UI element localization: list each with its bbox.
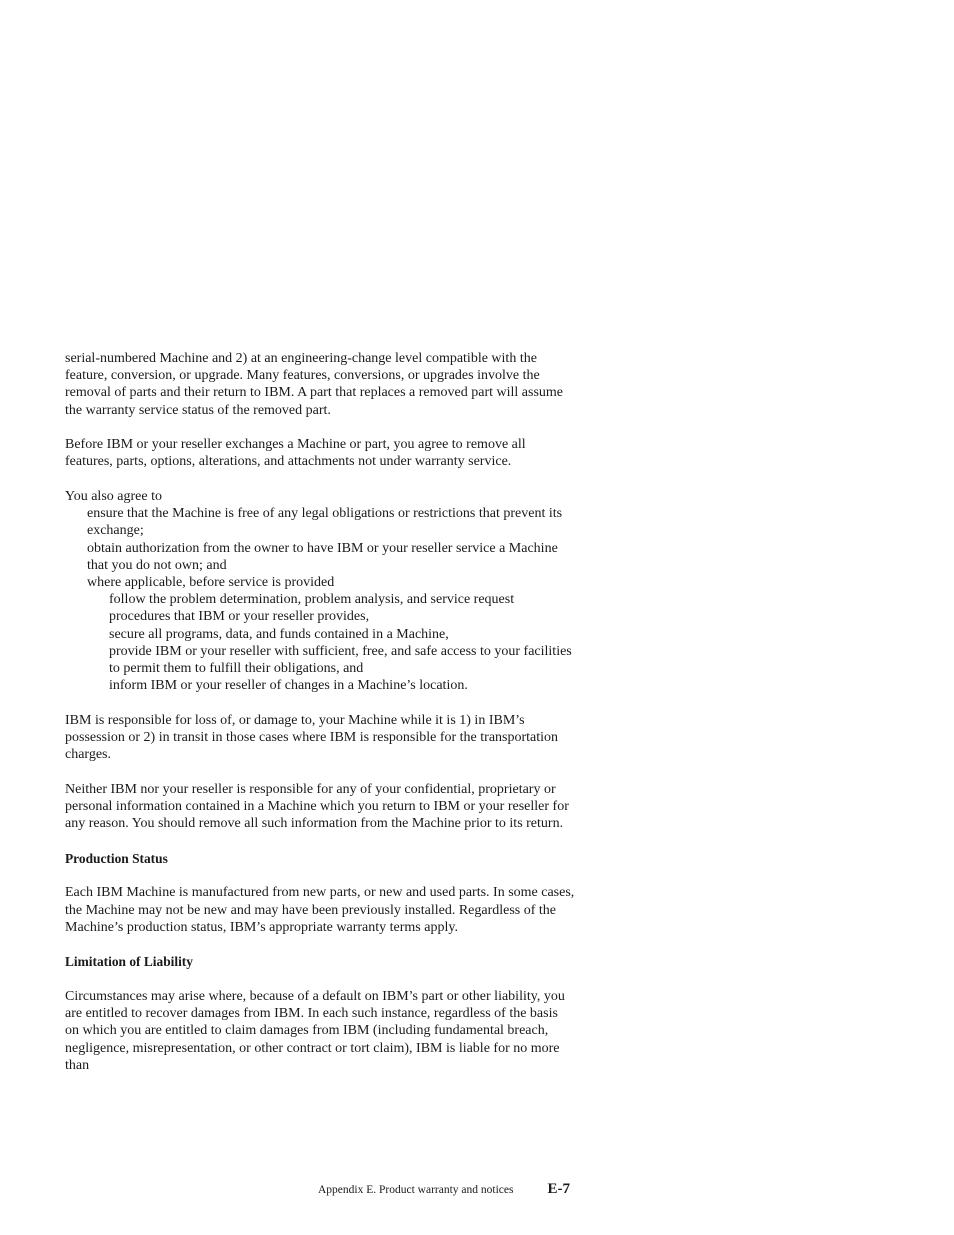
paragraph-serial-numbered: serial-numbered Machine and 2) at an engineering-change level compatible with the feature, conversion, or upgrade. Many features, conversions, or upgrades involve the removal of parts and their return to IBM. A part that replaces a removed part will assume the warranty service status of the removed part. <box>65 351 564 418</box>
sub-list-item: follow the problem determination, problem analysis, and service request procedures that IBM or your reseller provides, <box>109 592 515 625</box>
paragraph-loss-damage: IBM is responsible for loss of, or damage to, your Machine while it is 1) in IBM’s possession or 2) in transit in those cases where IBM is responsible for the transportation charges. <box>65 712 559 763</box>
paragraph-limitation-of-liability: Circumstances may arise where, because of a default on IBM’s part or other liability, you are entitled to recover damages from IBM. In each such instance, regardless of the basis on which you are entitled to claim damages from IBM (including fundamental breach, negligence, misrepresentation, or other contract or tort claim), IBM is liable for no more than <box>65 989 565 1073</box>
agreement-list <box>65 488 575 694</box>
list-item: obtain authorization from the owner to have IBM or your reseller service a Machine that you do not own; and <box>87 540 558 573</box>
paragraph-confidential-info: Neither IBM nor your reseller is responsible for any of your confidential, proprietary or personal information contained in a Machine which you return to IBM or your reseller for any reason. You should remove all such information from the Machine prior to its return. <box>65 781 569 832</box>
heading-limitation-of-liability: Limitation of Liability <box>65 954 193 970</box>
list-item: ensure that the Machine is free of any legal obligations or restrictions that prevent its exchange; <box>87 506 563 539</box>
paragraph-production-status: Each IBM Machine is manufactured from new parts, or new and used parts. In some cases, the Machine may not be new and may have been previously installed. Regardless of the Machine’s production status, IBM’s appropriate warranty terms apply. <box>65 885 575 935</box>
page-number: E-7 <box>547 1181 570 1197</box>
heading-production-status: Production Status <box>65 850 168 866</box>
list-item: where applicable, before service is provided <box>87 575 335 591</box>
sub-list-item: inform IBM or your reseller of changes in a Machine’s location. <box>109 678 468 694</box>
paragraph-exchange-removal: Before IBM or your reseller exchanges a Machine or part, you agree to remove all features, parts, options, alterations, and attachments not under warranty service. <box>65 437 526 470</box>
sub-list-item: secure all programs, data, and funds contained in a Machine, <box>109 626 449 642</box>
document-body <box>65 350 575 1091</box>
sub-list-item: provide IBM or your reseller with sufficient, free, and safe access to your facilities to permit them to fulfill their obligations, and <box>109 643 572 677</box>
page-footer <box>318 1181 570 1198</box>
list-intro: You also agree to <box>65 489 162 504</box>
footer-title: Appendix E. Product warranty and notices <box>318 1184 514 1196</box>
